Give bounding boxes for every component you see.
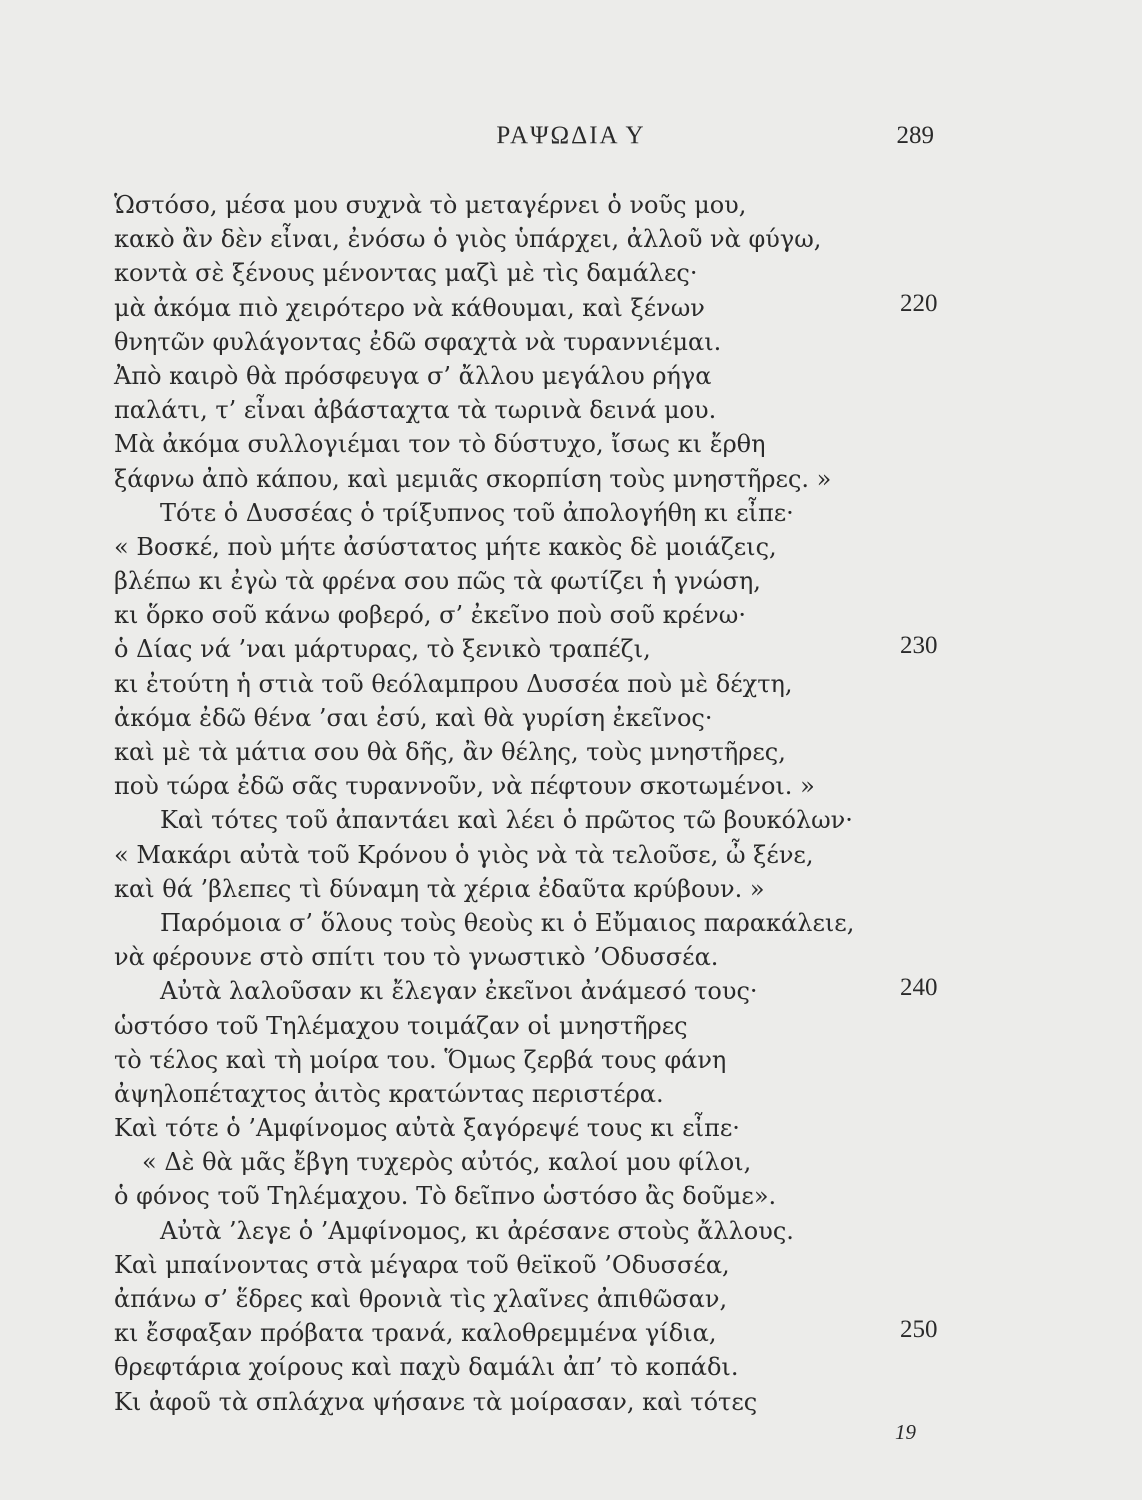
- verse-line: ἀπάνω σ’ ἕδρες καὶ θρονιὰ τὶς χλαῖνες ἀπιθῶσαν,: [114, 1285, 728, 1313]
- verse-line: ὁ Δίας νά ’ναι μάρτυρας, τὸ ξενικὸ τραπέζι,: [114, 635, 651, 664]
- verse-line: ὡστόσο τοῦ Τηλέμαχου τοιμάζαν οἱ μνηστῆρες: [114, 1011, 688, 1040]
- signature-mark: 19: [895, 1420, 916, 1444]
- verse-line-number: 250: [900, 1315, 938, 1343]
- verse-line: θνητῶν φυλάγοντας ἐδῶ σφαχτὰ νὰ τυραννιέμαι.: [114, 327, 722, 356]
- verse-line: κι ἐτούτη ἡ στιὰ τοῦ θεόλαμπρου Δυσσέα ποὺ μὲ δέχτη,: [114, 669, 793, 698]
- verse-line: ἀψηλοπέταχτος ἀιτὸς κρατώντας περιστέρα.: [114, 1079, 664, 1108]
- verse-line-number: 230: [900, 631, 938, 659]
- verse-line: νὰ φέρουνε στὸ σπίτι του τὸ γνωστικὸ ’Οδυσσέα.: [114, 943, 719, 972]
- running-head: ΡΑΨΩΔΙΑ Υ: [496, 122, 646, 149]
- verse-line: « Βοσκέ, ποὺ μήτε ἀσύστατος μήτε κακὸς δὲ μοιάζεις,: [114, 532, 777, 561]
- verse-line-number: 220: [900, 289, 938, 317]
- verse-line: καὶ μὲ τὰ μάτια σου θὰ δῆς, ἂν θέλης, τοὺς μνηστῆρες,: [114, 738, 786, 766]
- verse-line: Ἀπὸ καιρὸ θὰ πρόσφευγα σ’ ἄλλου μεγάλου ρήγα: [114, 361, 712, 390]
- verse-line: « Μακάρι αὐτὰ τοῦ Κρόνου ὁ γιὸς νὰ τὰ τελοῦσε, ὦ ξένε,: [114, 840, 814, 869]
- verse-line: ὁ φόνος τοῦ Τηλέμαχου. Τὸ δεῖπνο ὡστόσο ἂς δοῦμε».: [114, 1182, 777, 1211]
- verse-line: Καὶ τότες τοῦ ἀπαντάει καὶ λέει ὁ πρῶτος τῶ βουκόλων·: [160, 806, 853, 835]
- page-number: 289: [896, 122, 934, 149]
- verse-line: ξάφνω ἀπὸ κάπου, καὶ μεμιᾶς σκορπίση τοὺς μνηστῆρες. »: [114, 464, 832, 493]
- verse-line: ἀκόμα ἐδῶ θένα ’σαι ἐσύ, καὶ θὰ γυρίση ἐκεῖνος·: [114, 703, 713, 732]
- verse-line: Παρόμοια σ’ ὅλους τοὺς θεοὺς κι ὁ Εὔμαιος παρακάλειε,: [160, 908, 855, 937]
- poem-text: [114, 188, 855, 1419]
- verse-line: Κι ἀφοῦ τὰ σπλάχνα ψήσανε τὰ μοίρασαν, καὶ τότες: [114, 1387, 758, 1416]
- verse-line: Αὐτὰ ’λεγε ὁ ’Αμφίνομος, κι ἀρέσανε στοὺς ἄλλους.: [160, 1216, 794, 1245]
- verse-line: κακὸ ἂν δὲν εἶναι, ἐνόσω ὁ γιὸς ὑπάρχει, ἀλλοῦ νὰ φύγω,: [114, 225, 822, 254]
- verse-line: Μὰ ἀκόμα συλλογιέμαι τον τὸ δύστυχο, ἴσως κι ἔρθη: [114, 430, 766, 459]
- verse-line: Ὡστόσο, μέσα μου συχνὰ τὸ μεταγέρνει ὁ νοῦς μου,: [114, 191, 747, 219]
- verse-line-number: 240: [900, 973, 938, 1001]
- verse-line: βλέπω κι ἐγὼ τὰ φρένα σου πῶς τὰ φωτίζει ἡ γνώση,: [114, 567, 761, 596]
- verse-line: Αὐτὰ λαλοῦσαν κι ἔλεγαν ἐκεῖνοι ἀνάμεσό τους·: [160, 977, 758, 1006]
- verse-line: « Δὲ θὰ μᾶς ἔβγη τυχερὸς αὐτός, καλοί μου φίλοι,: [142, 1148, 752, 1177]
- verse-line: κι ἔσφαξαν πρόβατα τρανά, καλοθρεμμένα γίδια,: [114, 1319, 717, 1348]
- verse-line: ποὺ τώρα ἐδῶ σᾶς τυραννοῦν, νὰ πέφτουν σκοτωμένοι. »: [114, 772, 815, 801]
- verse-line: κοντὰ σὲ ξένους μένοντας μαζὶ μὲ τὶς δαμάλες·: [114, 259, 698, 288]
- verse-line: μὰ ἀκόμα πιὸ χειρότερο νὰ κάθουμαι, καὶ ξένων: [114, 293, 705, 322]
- verse-line: Καὶ μπαίνοντας στὰ μέγαρα τοῦ θεϊκοῦ ’Οδυσσέα,: [114, 1250, 730, 1279]
- verse-line: Τότε ὁ Δυσσέας ὁ τρίξυπνος τοῦ ἀπολογήθη κι εἶπε·: [160, 498, 794, 527]
- verse-line: καὶ θά ’βλεπες τὶ δύναμη τὰ χέρια ἐδαῦτα κρύβουν. »: [114, 874, 765, 903]
- verse-line: θρεφτάρια χοίρους καὶ παχὺ δαμάλι ἀπ’ τὸ κοπάδι.: [114, 1353, 739, 1382]
- page-header: [0, 122, 1142, 152]
- verse-line: κι ὅρκο σοῦ κάνω φοβερό, σ’ ἐκεῖνο ποὺ σοῦ κρένω·: [114, 601, 746, 630]
- verse-line: παλάτι, τ’ εἶναι ἀβάσταχτα τὰ τωρινὰ δεινά μου.: [114, 396, 717, 425]
- verse-line: Καὶ τότε ὁ ’Αμφίνομος αὐτὰ ξαγόρεψέ τους κι εἶπε·: [114, 1114, 740, 1143]
- verse-line: τὸ τέλος καὶ τὴ μοίρα του. Ὅμως ζερβά τους φάνη: [114, 1045, 727, 1074]
